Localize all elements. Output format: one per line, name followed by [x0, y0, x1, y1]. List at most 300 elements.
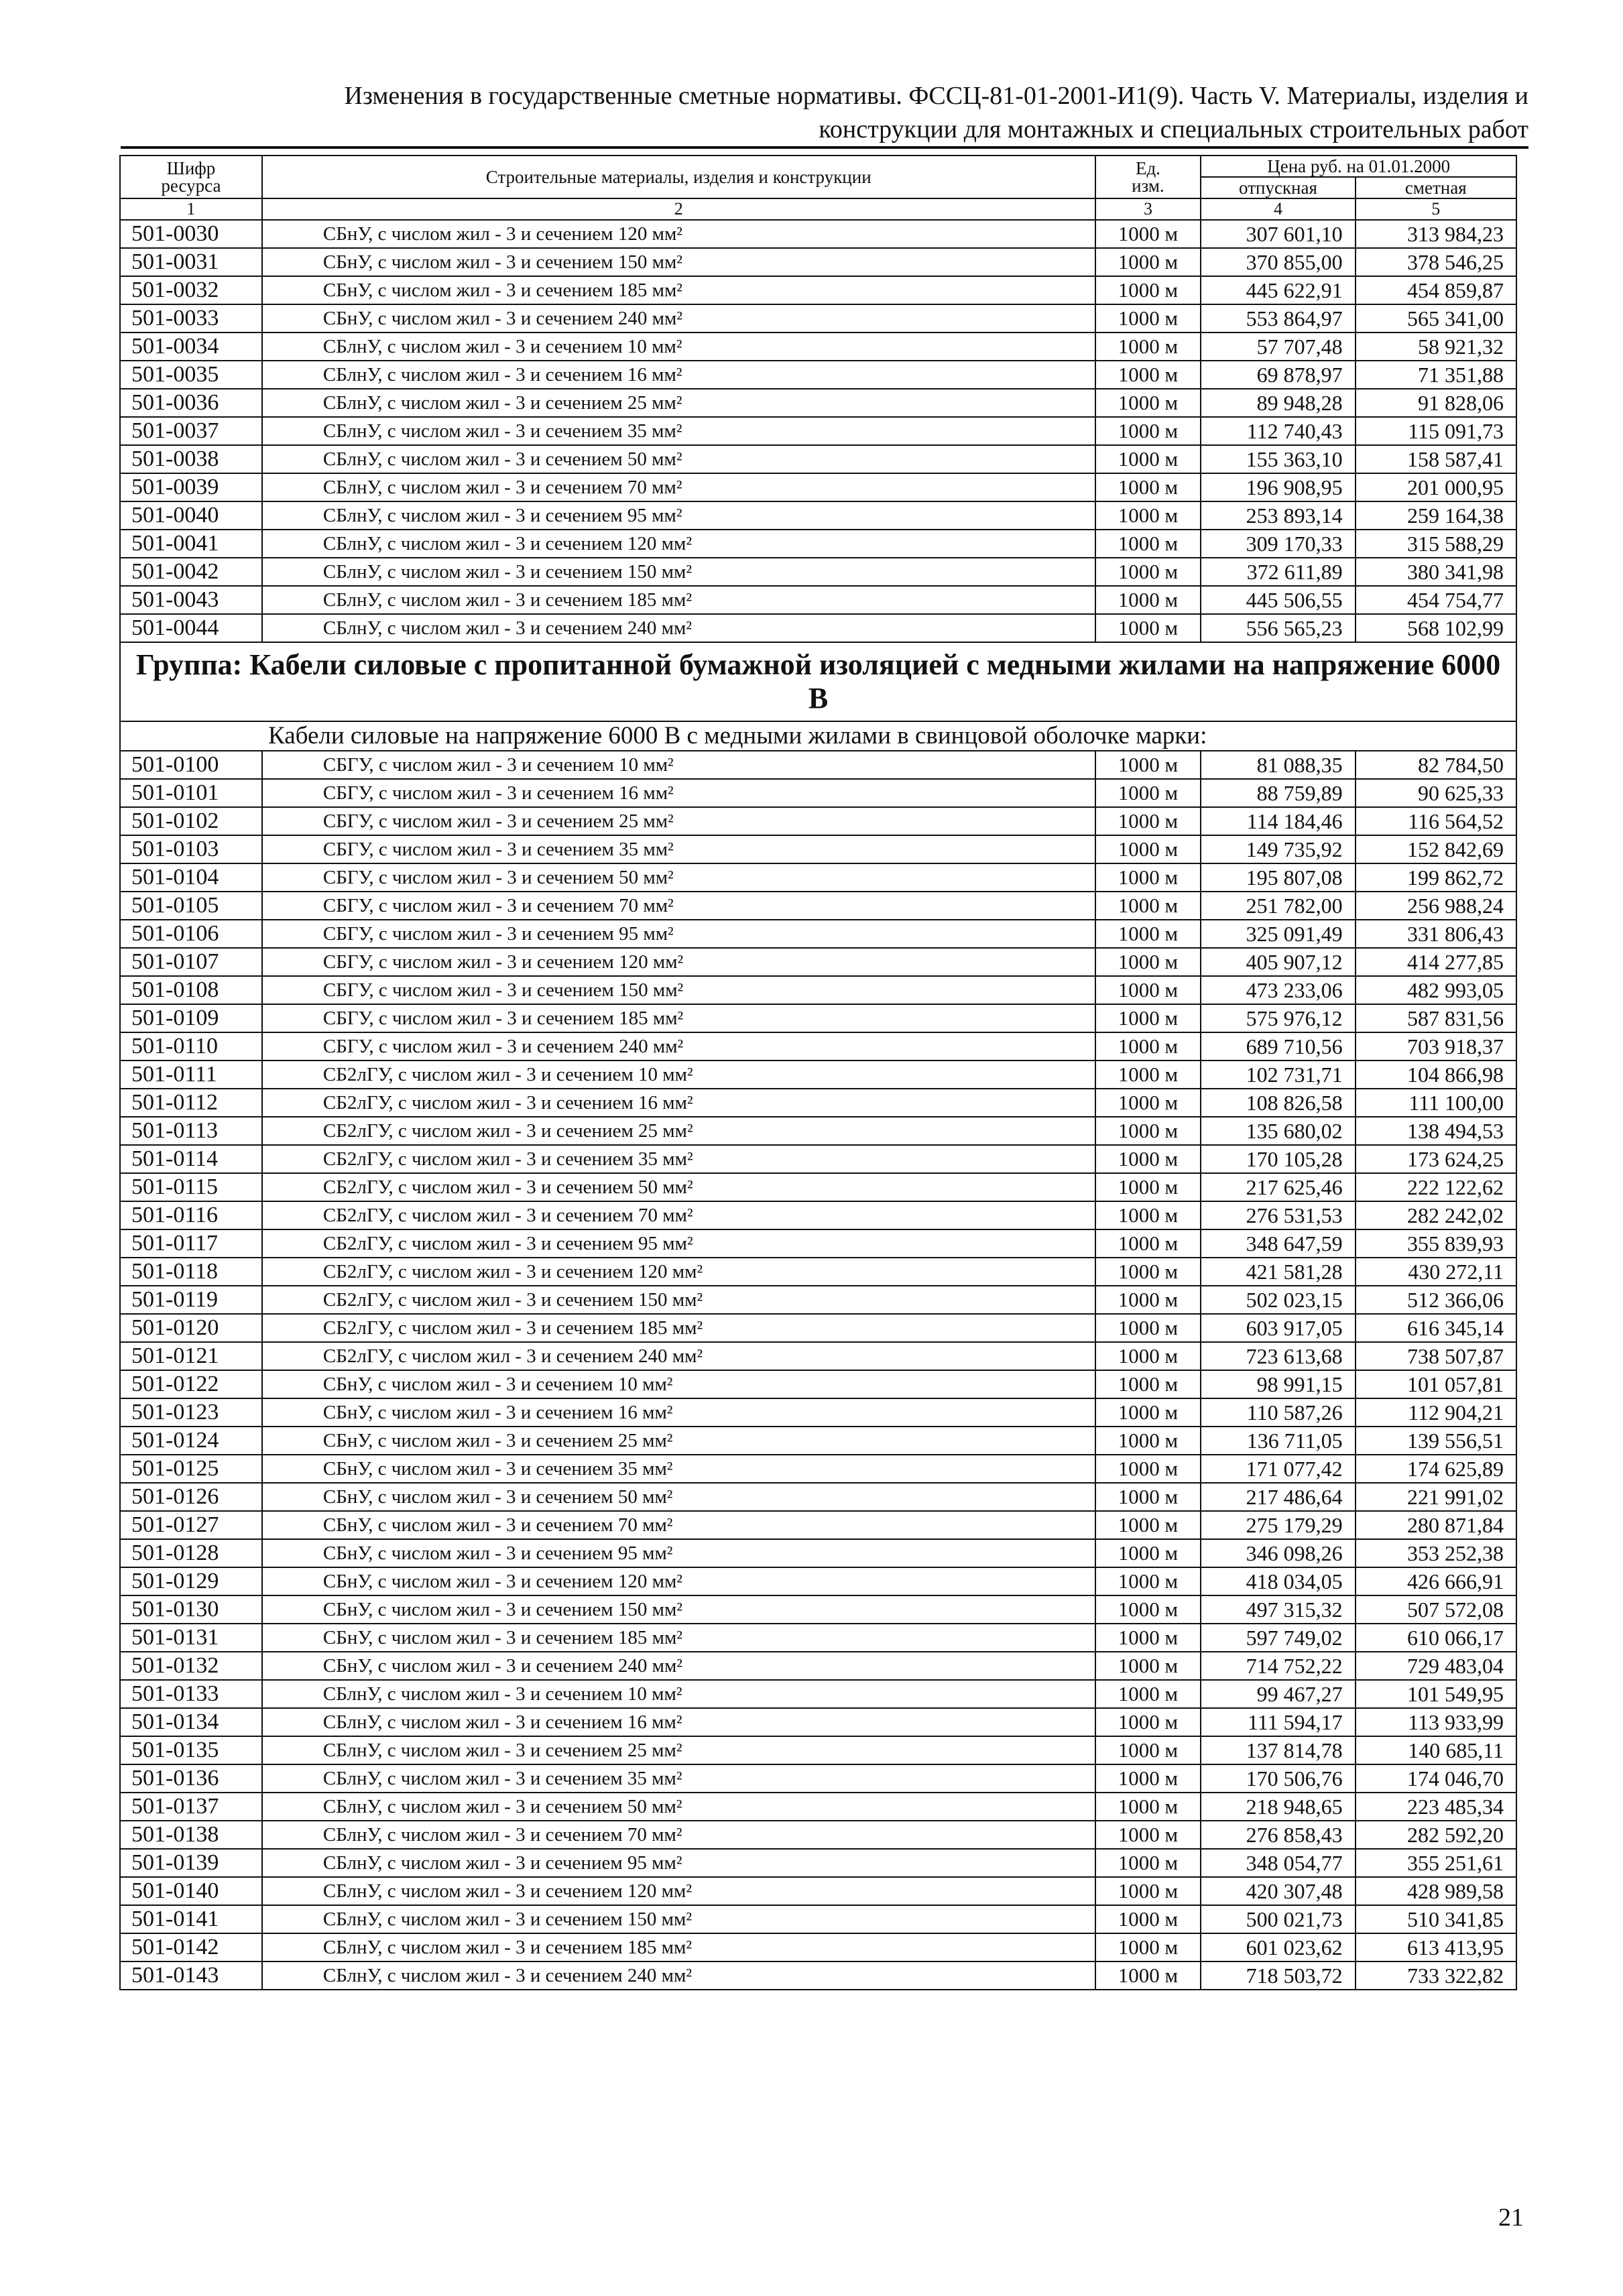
- item-name: СБнУ, с числом жил - 3 и сечением 95 мм²: [262, 1539, 1095, 1567]
- price-release: 110 587,26: [1201, 1398, 1355, 1427]
- resource-code: 501-0137: [120, 1793, 262, 1821]
- item-name: СБГУ, с числом жил - 3 и сечением 185 мм²: [262, 1004, 1095, 1032]
- resource-code: 501-0106: [120, 920, 262, 948]
- unit-of-measure: 1000 м: [1095, 1567, 1201, 1595]
- resource-code: 501-0121: [120, 1342, 262, 1370]
- table-row: [120, 1089, 1516, 1117]
- item-name: СБнУ, с числом жил - 3 и сечением 240 мм²: [262, 1652, 1095, 1680]
- unit-of-measure: 1000 м: [1095, 558, 1201, 586]
- price-release: 102 731,71: [1201, 1061, 1355, 1089]
- item-name: СБГУ, с числом жил - 3 и сечением 50 мм²: [262, 863, 1095, 892]
- resource-code: 501-0033: [120, 304, 262, 333]
- price-estimate: 729 483,04: [1356, 1652, 1516, 1680]
- item-name: СБ2лГУ, с числом жил - 3 и сечением 240 мм²: [262, 1342, 1095, 1370]
- price-release: 135 680,02: [1201, 1117, 1355, 1145]
- item-name: СБнУ, с числом жил - 3 и сечением 25 мм²: [262, 1427, 1095, 1455]
- item-name: СБлнУ, с числом жил - 3 и сечением 185 мм²: [262, 586, 1095, 614]
- column-number: 3: [1095, 198, 1201, 220]
- price-release: 418 034,05: [1201, 1567, 1355, 1595]
- price-estimate: 428 989,58: [1356, 1877, 1516, 1905]
- item-name: СБлнУ, с числом жил - 3 и сечением 95 мм²: [262, 501, 1095, 530]
- resource-code: 501-0114: [120, 1145, 262, 1173]
- table-row: [120, 1427, 1516, 1455]
- resource-code: 501-0103: [120, 835, 262, 863]
- price-release: 108 826,58: [1201, 1089, 1355, 1117]
- unit-of-measure: 1000 м: [1095, 1539, 1201, 1567]
- resource-code: 501-0143: [120, 1961, 262, 1990]
- resource-code: 501-0034: [120, 333, 262, 361]
- item-name: СБ2лГУ, с числом жил - 3 и сечением 10 мм²: [262, 1061, 1095, 1089]
- item-name: СБлнУ, с числом жил - 3 и сечением 70 мм²: [262, 473, 1095, 501]
- resource-code: 501-0135: [120, 1736, 262, 1764]
- item-name: СБ2лГУ, с числом жил - 3 и сечением 185 мм²: [262, 1314, 1095, 1342]
- price-release: 556 565,23: [1201, 614, 1355, 642]
- column-header-price-release: отпускная: [1201, 177, 1355, 198]
- column-number: 2: [262, 198, 1095, 220]
- item-name: СБ2лГУ, с числом жил - 3 и сечением 150 мм²: [262, 1286, 1095, 1314]
- header-line-2: конструкции для монтажных и специальных строительных работ: [819, 115, 1528, 143]
- item-name: СБнУ, с числом жил - 3 и сечением 10 мм²: [262, 1370, 1095, 1398]
- item-name: СБнУ, с числом жил - 3 и сечением 150 мм²: [262, 1595, 1095, 1624]
- item-name: СБ2лГУ, с числом жил - 3 и сечением 70 мм²: [262, 1201, 1095, 1229]
- item-name: СБ2лГУ, с числом жил - 3 и сечением 95 мм²: [262, 1229, 1095, 1258]
- unit-of-measure: 1000 м: [1095, 1398, 1201, 1427]
- item-name: СБнУ, с числом жил - 3 и сечением 120 мм²: [262, 220, 1095, 248]
- table-row: [120, 1032, 1516, 1061]
- table-row: [120, 1511, 1516, 1539]
- item-name: СБлнУ, с числом жил - 3 и сечением 95 мм²: [262, 1849, 1095, 1877]
- unit-of-measure: 1000 м: [1095, 1145, 1201, 1173]
- column-header-price-estimate: сметная: [1356, 177, 1516, 198]
- price-release: 723 613,68: [1201, 1342, 1355, 1370]
- item-name: СБ2лГУ, с числом жил - 3 и сечением 50 мм²: [262, 1173, 1095, 1201]
- item-name: СБлнУ, с числом жил - 3 и сечением 70 мм²: [262, 1821, 1095, 1849]
- unit-of-measure: 1000 м: [1095, 1061, 1201, 1089]
- table-row: [120, 1229, 1516, 1258]
- table-row: [120, 1624, 1516, 1652]
- price-estimate: 454 754,77: [1356, 586, 1516, 614]
- resource-code: 501-0125: [120, 1455, 262, 1483]
- column-number: 1: [120, 198, 262, 220]
- price-estimate: 738 507,87: [1356, 1342, 1516, 1370]
- price-release: 689 710,56: [1201, 1032, 1355, 1061]
- resource-code: 501-0113: [120, 1117, 262, 1145]
- price-estimate: 221 991,02: [1356, 1483, 1516, 1511]
- subgroup-row: [120, 721, 1516, 751]
- item-name: СБлнУ, с числом жил - 3 и сечением 25 мм²: [262, 1736, 1095, 1764]
- price-release: 195 807,08: [1201, 863, 1355, 892]
- price-release: 112 740,43: [1201, 417, 1355, 445]
- group-section: [120, 642, 1516, 751]
- table-row: [120, 501, 1516, 530]
- price-release: 372 611,89: [1201, 558, 1355, 586]
- price-estimate: 173 624,25: [1356, 1145, 1516, 1173]
- resource-code: 501-0112: [120, 1089, 262, 1117]
- unit-of-measure: 1000 м: [1095, 333, 1201, 361]
- resource-code: 501-0140: [120, 1877, 262, 1905]
- table-row: [120, 1849, 1516, 1877]
- resource-code: 501-0042: [120, 558, 262, 586]
- table-row: [120, 779, 1516, 807]
- price-estimate: 616 345,14: [1356, 1314, 1516, 1342]
- resource-code: 501-0115: [120, 1173, 262, 1201]
- subgroup-title: Кабели силовые на напряжение 6000 В с медными жилами в свинцовой оболочке марки:: [120, 721, 1516, 751]
- price-estimate: 587 831,56: [1356, 1004, 1516, 1032]
- price-release: 196 908,95: [1201, 473, 1355, 501]
- price-release: 155 363,10: [1201, 445, 1355, 473]
- unit-of-measure: 1000 м: [1095, 1849, 1201, 1877]
- unit-of-measure: 1000 м: [1095, 361, 1201, 389]
- price-estimate: 510 341,85: [1356, 1905, 1516, 1933]
- price-estimate: 610 066,17: [1356, 1624, 1516, 1652]
- item-name: СБнУ, с числом жил - 3 и сечением 50 мм²: [262, 1483, 1095, 1511]
- table-row: [120, 1539, 1516, 1567]
- table-row: [120, 751, 1516, 779]
- price-release: 325 091,49: [1201, 920, 1355, 948]
- price-estimate: 199 862,72: [1356, 863, 1516, 892]
- price-release: 575 976,12: [1201, 1004, 1355, 1032]
- price-estimate: 331 806,43: [1356, 920, 1516, 948]
- unit-of-measure: 1000 м: [1095, 1258, 1201, 1286]
- price-estimate: 703 918,37: [1356, 1032, 1516, 1061]
- resource-code: 501-0044: [120, 614, 262, 642]
- price-release: 714 752,22: [1201, 1652, 1355, 1680]
- price-estimate: 353 252,38: [1356, 1539, 1516, 1567]
- price-estimate: 426 666,91: [1356, 1567, 1516, 1595]
- price-release: 497 315,32: [1201, 1595, 1355, 1624]
- item-name: СБнУ, с числом жил - 3 и сечением 150 мм²: [262, 248, 1095, 276]
- price-estimate: 507 572,08: [1356, 1595, 1516, 1624]
- price-estimate: 222 122,62: [1356, 1173, 1516, 1201]
- price-estimate: 282 592,20: [1356, 1821, 1516, 1849]
- table-row: [120, 892, 1516, 920]
- unit-of-measure: 1000 м: [1095, 501, 1201, 530]
- price-release: 57 707,48: [1201, 333, 1355, 361]
- item-name: СБГУ, с числом жил - 3 и сечением 35 мм²: [262, 835, 1095, 863]
- price-estimate: 101 549,95: [1356, 1680, 1516, 1708]
- price-release: 348 054,77: [1201, 1849, 1355, 1877]
- table-row: [120, 304, 1516, 333]
- unit-of-measure: 1000 м: [1095, 1595, 1201, 1624]
- resource-code: 501-0124: [120, 1427, 262, 1455]
- table-row: [120, 1145, 1516, 1173]
- unit-of-measure: 1000 м: [1095, 1427, 1201, 1455]
- table-row: [120, 1061, 1516, 1089]
- unit-of-measure: 1000 м: [1095, 892, 1201, 920]
- price-release: 502 023,15: [1201, 1286, 1355, 1314]
- price-estimate: 454 859,87: [1356, 276, 1516, 304]
- price-release: 309 170,33: [1201, 530, 1355, 558]
- price-estimate: 223 485,34: [1356, 1793, 1516, 1821]
- price-release: 500 021,73: [1201, 1905, 1355, 1933]
- table-row: [120, 1314, 1516, 1342]
- unit-of-measure: 1000 м: [1095, 1201, 1201, 1229]
- price-release: 601 023,62: [1201, 1933, 1355, 1961]
- unit-of-measure: 1000 м: [1095, 1032, 1201, 1061]
- table-row: [120, 1258, 1516, 1286]
- item-name: СБГУ, с числом жил - 3 и сечением 25 мм²: [262, 807, 1095, 835]
- column-header-unit: Ед. изм.: [1095, 156, 1201, 198]
- price-estimate: 355 251,61: [1356, 1849, 1516, 1877]
- group-title: Группа: Кабели силовые с пропитанной бумажной изоляцией с медными жилами на напряжение 6000 В: [120, 642, 1516, 721]
- price-release: 307 601,10: [1201, 220, 1355, 248]
- table-row: [120, 948, 1516, 976]
- price-estimate: 201 000,95: [1356, 473, 1516, 501]
- item-name: СБГУ, с числом жил - 3 и сечением 150 мм²: [262, 976, 1095, 1004]
- resource-code: 501-0120: [120, 1314, 262, 1342]
- resource-code: 501-0105: [120, 892, 262, 920]
- unit-of-measure: 1000 м: [1095, 948, 1201, 976]
- unit-of-measure: 1000 м: [1095, 445, 1201, 473]
- price-estimate: 115 091,73: [1356, 417, 1516, 445]
- price-release: 370 855,00: [1201, 248, 1355, 276]
- unit-of-measure: 1000 м: [1095, 1511, 1201, 1539]
- table-row: [120, 1117, 1516, 1145]
- price-estimate: 111 100,00: [1356, 1089, 1516, 1117]
- price-release: 218 948,65: [1201, 1793, 1355, 1821]
- table-row: [120, 389, 1516, 417]
- price-estimate: 113 933,99: [1356, 1708, 1516, 1736]
- resource-code: 501-0037: [120, 417, 262, 445]
- resource-code: 501-0139: [120, 1849, 262, 1877]
- price-estimate: 91 828,06: [1356, 389, 1516, 417]
- unit-of-measure: 1000 м: [1095, 1117, 1201, 1145]
- price-estimate: 58 921,32: [1356, 333, 1516, 361]
- item-name: СБнУ, с числом жил - 3 и сечением 120 мм²: [262, 1567, 1095, 1595]
- unit-of-measure: 1000 м: [1095, 1004, 1201, 1032]
- unit-of-measure: 1000 м: [1095, 1933, 1201, 1961]
- price-release: 405 907,12: [1201, 948, 1355, 976]
- unit-of-measure: 1000 м: [1095, 779, 1201, 807]
- price-release: 597 749,02: [1201, 1624, 1355, 1652]
- unit-of-measure: 1000 м: [1095, 1708, 1201, 1736]
- item-name: СБлнУ, с числом жил - 3 и сечением 185 мм²: [262, 1933, 1095, 1961]
- price-estimate: 380 341,98: [1356, 558, 1516, 586]
- resource-code: 501-0118: [120, 1258, 262, 1286]
- unit-of-measure: 1000 м: [1095, 1089, 1201, 1117]
- resource-code: 501-0043: [120, 586, 262, 614]
- unit-of-measure: 1000 м: [1095, 1173, 1201, 1201]
- resource-code: 501-0134: [120, 1708, 262, 1736]
- item-name: СБГУ, с числом жил - 3 и сечением 120 мм²: [262, 948, 1095, 976]
- item-name: СБлнУ, с числом жил - 3 и сечением 120 мм²: [262, 1877, 1095, 1905]
- table-row: [120, 220, 1516, 248]
- price-release: 171 077,42: [1201, 1455, 1355, 1483]
- price-estimate: 733 322,82: [1356, 1961, 1516, 1990]
- table-row: [120, 1961, 1516, 1990]
- price-release: 276 858,43: [1201, 1821, 1355, 1849]
- column-number: 5: [1356, 198, 1516, 220]
- price-estimate: 414 277,85: [1356, 948, 1516, 976]
- resource-code: 501-0117: [120, 1229, 262, 1258]
- item-name: СБлнУ, с числом жил - 3 и сечением 50 мм²: [262, 445, 1095, 473]
- table-row: [120, 1370, 1516, 1398]
- table-body-bottom: [120, 751, 1516, 1990]
- resource-code: 501-0039: [120, 473, 262, 501]
- price-estimate: 482 993,05: [1356, 976, 1516, 1004]
- item-name: СБлнУ, с числом жил - 3 и сечением 16 мм²: [262, 361, 1095, 389]
- resource-code: 501-0041: [120, 530, 262, 558]
- price-estimate: 138 494,53: [1356, 1117, 1516, 1145]
- price-release: 445 506,55: [1201, 586, 1355, 614]
- price-estimate: 355 839,93: [1356, 1229, 1516, 1258]
- price-release: 217 625,46: [1201, 1173, 1355, 1201]
- resource-code: 501-0111: [120, 1061, 262, 1089]
- table-row: [120, 361, 1516, 389]
- header-line-1: Изменения в государственные сметные нормативы. ФССЦ-81-01-2001-И1(9). Часть V. Материалы, изделия и: [344, 82, 1528, 110]
- price-release: 149 735,92: [1201, 835, 1355, 863]
- table-row: [120, 248, 1516, 276]
- resource-code: 501-0038: [120, 445, 262, 473]
- item-name: СБ2лГУ, с числом жил - 3 и сечением 120 мм²: [262, 1258, 1095, 1286]
- price-release: 137 814,78: [1201, 1736, 1355, 1764]
- item-name: СБГУ, с числом жил - 3 и сечением 10 мм²: [262, 751, 1095, 779]
- table-row: [120, 1736, 1516, 1764]
- resource-code: 501-0119: [120, 1286, 262, 1314]
- unit-of-measure: 1000 м: [1095, 220, 1201, 248]
- price-release: 421 581,28: [1201, 1258, 1355, 1286]
- unit-of-measure: 1000 м: [1095, 920, 1201, 948]
- price-estimate: 139 556,51: [1356, 1427, 1516, 1455]
- resource-code: 501-0142: [120, 1933, 262, 1961]
- resource-code: 501-0133: [120, 1680, 262, 1708]
- price-release: 81 088,35: [1201, 751, 1355, 779]
- item-name: СБГУ, с числом жил - 3 и сечением 16 мм²: [262, 779, 1095, 807]
- table-row: [120, 1877, 1516, 1905]
- table-body-top: [120, 220, 1516, 642]
- unit-of-measure: 1000 м: [1095, 276, 1201, 304]
- table-row: [120, 1652, 1516, 1680]
- resource-code: 501-0116: [120, 1201, 262, 1229]
- unit-of-measure: 1000 м: [1095, 417, 1201, 445]
- item-name: СБнУ, с числом жил - 3 и сечением 240 мм²: [262, 304, 1095, 333]
- table-row: [120, 1004, 1516, 1032]
- resource-code: 501-0110: [120, 1032, 262, 1061]
- price-release: 348 647,59: [1201, 1229, 1355, 1258]
- table-row: [120, 1455, 1516, 1483]
- unit-of-measure: 1000 м: [1095, 1286, 1201, 1314]
- item-name: СБлнУ, с числом жил - 3 и сечением 50 мм²: [262, 1793, 1095, 1821]
- table-row: [120, 558, 1516, 586]
- item-name: СБлнУ, с числом жил - 3 и сечением 16 мм²: [262, 1708, 1095, 1736]
- unit-of-measure: 1000 м: [1095, 473, 1201, 501]
- table-row: [120, 1680, 1516, 1708]
- price-release: 473 233,06: [1201, 976, 1355, 1004]
- price-release: 553 864,97: [1201, 304, 1355, 333]
- item-name: СБ2лГУ, с числом жил - 3 и сечением 25 мм²: [262, 1117, 1095, 1145]
- price-release: 251 782,00: [1201, 892, 1355, 920]
- price-estimate: 140 685,11: [1356, 1736, 1516, 1764]
- price-estimate: 613 413,95: [1356, 1933, 1516, 1961]
- unit-of-measure: 1000 м: [1095, 1877, 1201, 1905]
- unit-of-measure: 1000 м: [1095, 1961, 1201, 1990]
- price-estimate: 152 842,69: [1356, 835, 1516, 863]
- table-header: [120, 156, 1516, 220]
- column-number: 4: [1201, 198, 1355, 220]
- group-row: [120, 642, 1516, 721]
- table-row: [120, 530, 1516, 558]
- table-row: [120, 445, 1516, 473]
- price-release: 718 503,72: [1201, 1961, 1355, 1990]
- item-name: СБлнУ, с числом жил - 3 и сечением 240 мм²: [262, 614, 1095, 642]
- table-row: [120, 1708, 1516, 1736]
- unit-of-measure: 1000 м: [1095, 1652, 1201, 1680]
- resource-code: 501-0138: [120, 1821, 262, 1849]
- unit-of-measure: 1000 м: [1095, 863, 1201, 892]
- unit-of-measure: 1000 м: [1095, 1342, 1201, 1370]
- price-estimate: 280 871,84: [1356, 1511, 1516, 1539]
- table-row: [120, 920, 1516, 948]
- item-name: СБнУ, с числом жил - 3 и сечением 185 мм²: [262, 1624, 1095, 1652]
- item-name: СБлнУ, с числом жил - 3 и сечением 35 мм²: [262, 1764, 1095, 1793]
- price-table: [119, 155, 1517, 1990]
- item-name: СБнУ, с числом жил - 3 и сечением 35 мм²: [262, 1455, 1095, 1483]
- unit-of-measure: 1000 м: [1095, 614, 1201, 642]
- resource-code: 501-0128: [120, 1539, 262, 1567]
- table-row: [120, 1905, 1516, 1933]
- table-row: [120, 1398, 1516, 1427]
- resource-code: 501-0102: [120, 807, 262, 835]
- table-row: [120, 1933, 1516, 1961]
- price-release: 170 506,76: [1201, 1764, 1355, 1793]
- price-estimate: 259 164,38: [1356, 501, 1516, 530]
- item-name: СБлнУ, с числом жил - 3 и сечением 10 мм²: [262, 1680, 1095, 1708]
- price-estimate: 313 984,23: [1356, 220, 1516, 248]
- table-row: [120, 1286, 1516, 1314]
- price-estimate: 158 587,41: [1356, 445, 1516, 473]
- column-header-code: Шифр ресурса: [120, 156, 262, 198]
- resource-code: 501-0030: [120, 220, 262, 248]
- price-release: 136 711,05: [1201, 1427, 1355, 1455]
- price-release: 69 878,97: [1201, 361, 1355, 389]
- unit-of-measure: 1000 м: [1095, 1229, 1201, 1258]
- resource-code: 501-0129: [120, 1567, 262, 1595]
- price-release: 170 105,28: [1201, 1145, 1355, 1173]
- price-release: 217 486,64: [1201, 1483, 1355, 1511]
- resource-code: 501-0109: [120, 1004, 262, 1032]
- header-rule: [121, 146, 1528, 149]
- price-release: 111 594,17: [1201, 1708, 1355, 1736]
- item-name: СБ2лГУ, с числом жил - 3 и сечением 35 мм²: [262, 1145, 1095, 1173]
- page-number: 21: [1498, 2203, 1524, 2232]
- item-name: СБлнУ, с числом жил - 3 и сечением 150 мм²: [262, 558, 1095, 586]
- unit-of-measure: 1000 м: [1095, 807, 1201, 835]
- resource-code: 501-0132: [120, 1652, 262, 1680]
- table-row: [120, 976, 1516, 1004]
- resource-code: 501-0136: [120, 1764, 262, 1793]
- resource-code: 501-0127: [120, 1511, 262, 1539]
- table-row: [120, 1595, 1516, 1624]
- price-estimate: 512 366,06: [1356, 1286, 1516, 1314]
- table-row: [120, 1483, 1516, 1511]
- resource-code: 501-0040: [120, 501, 262, 530]
- item-name: СБлнУ, с числом жил - 3 и сечением 240 мм²: [262, 1961, 1095, 1990]
- unit-of-measure: 1000 м: [1095, 1793, 1201, 1821]
- table-row: [120, 1764, 1516, 1793]
- resource-code: 501-0108: [120, 976, 262, 1004]
- unit-of-measure: 1000 м: [1095, 835, 1201, 863]
- table-row: [120, 473, 1516, 501]
- table-row: [120, 333, 1516, 361]
- price-estimate: 82 784,50: [1356, 751, 1516, 779]
- price-release: 114 184,46: [1201, 807, 1355, 835]
- resource-code: 501-0131: [120, 1624, 262, 1652]
- price-estimate: 104 866,98: [1356, 1061, 1516, 1089]
- item-name: СБлнУ, с числом жил - 3 и сечением 120 мм²: [262, 530, 1095, 558]
- price-release: 99 467,27: [1201, 1680, 1355, 1708]
- table-row: [120, 276, 1516, 304]
- unit-of-measure: 1000 м: [1095, 304, 1201, 333]
